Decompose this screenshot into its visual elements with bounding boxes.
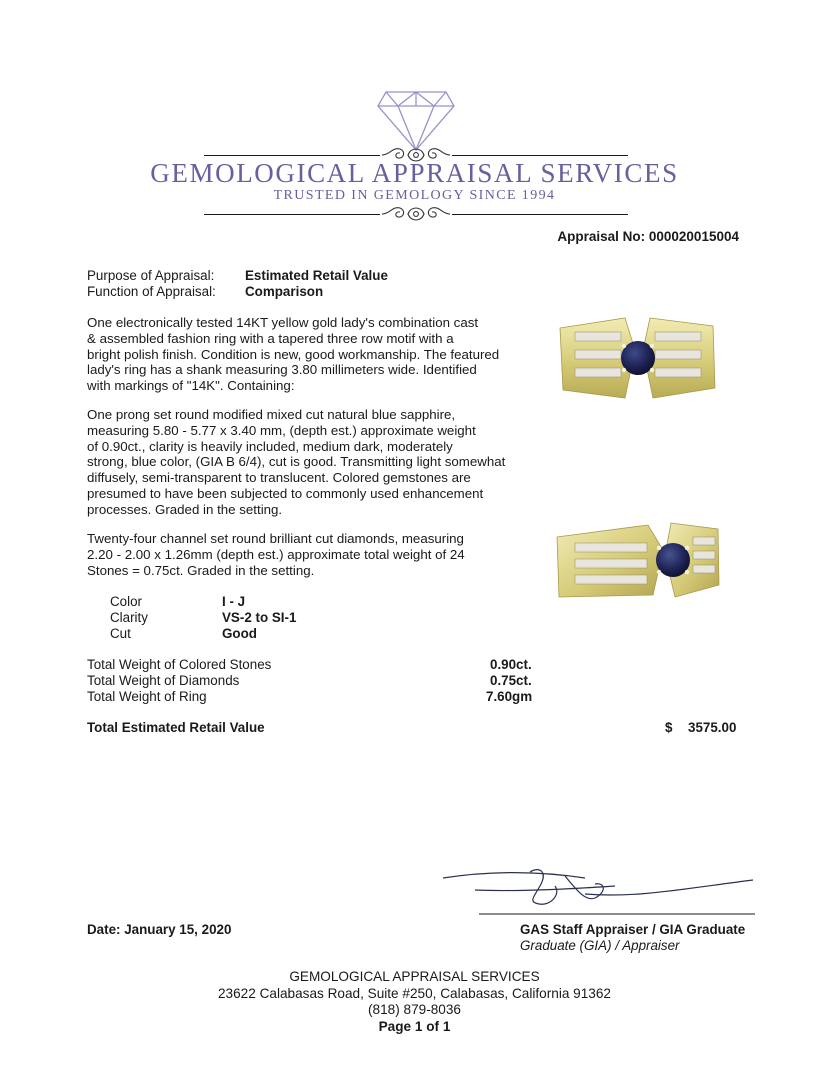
function-value: Comparison	[245, 284, 324, 299]
sapphire-description-line: of 0.90ct., clarity is heavily included, medium dark, moderately	[87, 438, 453, 454]
sapphire-description-line: One prong set round modified mixed cut natural blue sapphire,	[87, 407, 456, 422]
total-ring-label: Total Weight of Ring	[87, 689, 207, 704]
total-ring-value: 7.60gm	[486, 689, 533, 704]
function-label: Function of Appraisal:	[87, 284, 216, 299]
diamonds-description-line: Stones = 0.75ct. Graded in the setting.	[87, 562, 315, 578]
page-number: Page 1 of 1	[378, 1019, 451, 1034]
header-rule-bottom	[204, 214, 380, 215]
appraisal-date: Date: January 15, 2020	[87, 922, 232, 937]
footer-company: GEMOLOGICAL APPRAISAL SERVICES	[289, 969, 540, 984]
clarity-label: Clarity	[110, 610, 148, 625]
diamonds-description-line: Twenty-four channel set round brilliant cut diamonds, measuring	[87, 531, 464, 546]
footer-address: 23622 Calabasas Road, Suite #250, Calabasas, California 91362	[218, 986, 611, 1001]
ring-description-line: bright polish finish. Condition is new, good workmanship. The featured	[87, 346, 500, 362]
diamonds-description	[87, 531, 527, 578]
sapphire-description-line: measuring 5.80 - 5.77 x 3.40 mm, (depth est.) approximate weight	[87, 422, 476, 438]
currency-symbol: $	[665, 720, 673, 735]
sapphire-description-line: processes. Graded in the setting.	[87, 501, 283, 517]
ring-description-line: lady's ring has a shank measuring 3.80 millimeters wide. Identified	[87, 362, 477, 378]
ring-description-line: One electronically tested 14KT yellow gold lady's combination cast	[87, 315, 479, 330]
total-colored-label: Total Weight of Colored Stones	[87, 657, 272, 672]
ring-description-line: with markings of "14K". Containing:	[87, 378, 295, 394]
total-diamonds-label: Total Weight of Diamonds	[87, 673, 240, 688]
sapphire-description-line: strong, blue color, (GIA B 6/4), cut is good. Transmitting light somewhat	[87, 454, 506, 470]
ring-description	[87, 315, 527, 394]
flourish-ornament-icon	[380, 202, 452, 226]
organization-name: GEMOLOGICAL APPRAISAL SERVICES	[150, 158, 679, 188]
purpose-row	[87, 268, 214, 284]
cut-label: Cut	[110, 626, 131, 641]
header-rule-top	[204, 155, 380, 156]
color-value: I - J	[222, 594, 246, 609]
appraisal-number: Appraisal No: 000020015004	[557, 229, 739, 244]
appraiser-signature	[435, 858, 755, 918]
sapphire-description	[87, 407, 527, 518]
ring-photo-bottom	[553, 515, 723, 605]
appraiser-title: GAS Staff Appraiser / GIA Graduate	[520, 922, 746, 937]
purpose-value: Estimated Retail Value	[245, 268, 388, 283]
sapphire-description-line: presumed to have been subjected to commonly used enhancement	[87, 485, 484, 501]
ring-photo-top	[555, 310, 720, 405]
total-retail-label: Total Estimated Retail Value	[87, 720, 265, 735]
diamonds-description-line: 2.20 - 2.00 x 1.26mm (depth est.) approximate total weight of 24	[87, 546, 465, 562]
cut-value: Good	[222, 626, 257, 641]
organization-tagline: TRUSTED IN GEMOLOGY SINCE 1994	[273, 188, 556, 203]
color-label: Color	[110, 594, 142, 609]
header-rule-top	[452, 155, 628, 156]
purpose-label: Purpose of Appraisal:	[87, 268, 215, 283]
header-rule-bottom	[452, 214, 628, 215]
total-diamonds-value: 0.75ct.	[490, 673, 532, 688]
function-row	[87, 284, 216, 300]
total-retail-value: 3575.00	[688, 720, 737, 735]
total-colored-value: 0.90ct.	[490, 657, 532, 672]
footer-phone: (818) 879-8036	[368, 1002, 461, 1017]
clarity-value: VS-2 to SI-1	[222, 610, 297, 625]
ring-description-line: & assembled fashion ring with a tapered three row motif with a	[87, 330, 454, 346]
appraiser-subtitle: Graduate (GIA) / Appraiser	[520, 938, 680, 953]
sapphire-description-line: diffusely, semi-transparent to translucent. Colored gemstones are	[87, 470, 471, 486]
